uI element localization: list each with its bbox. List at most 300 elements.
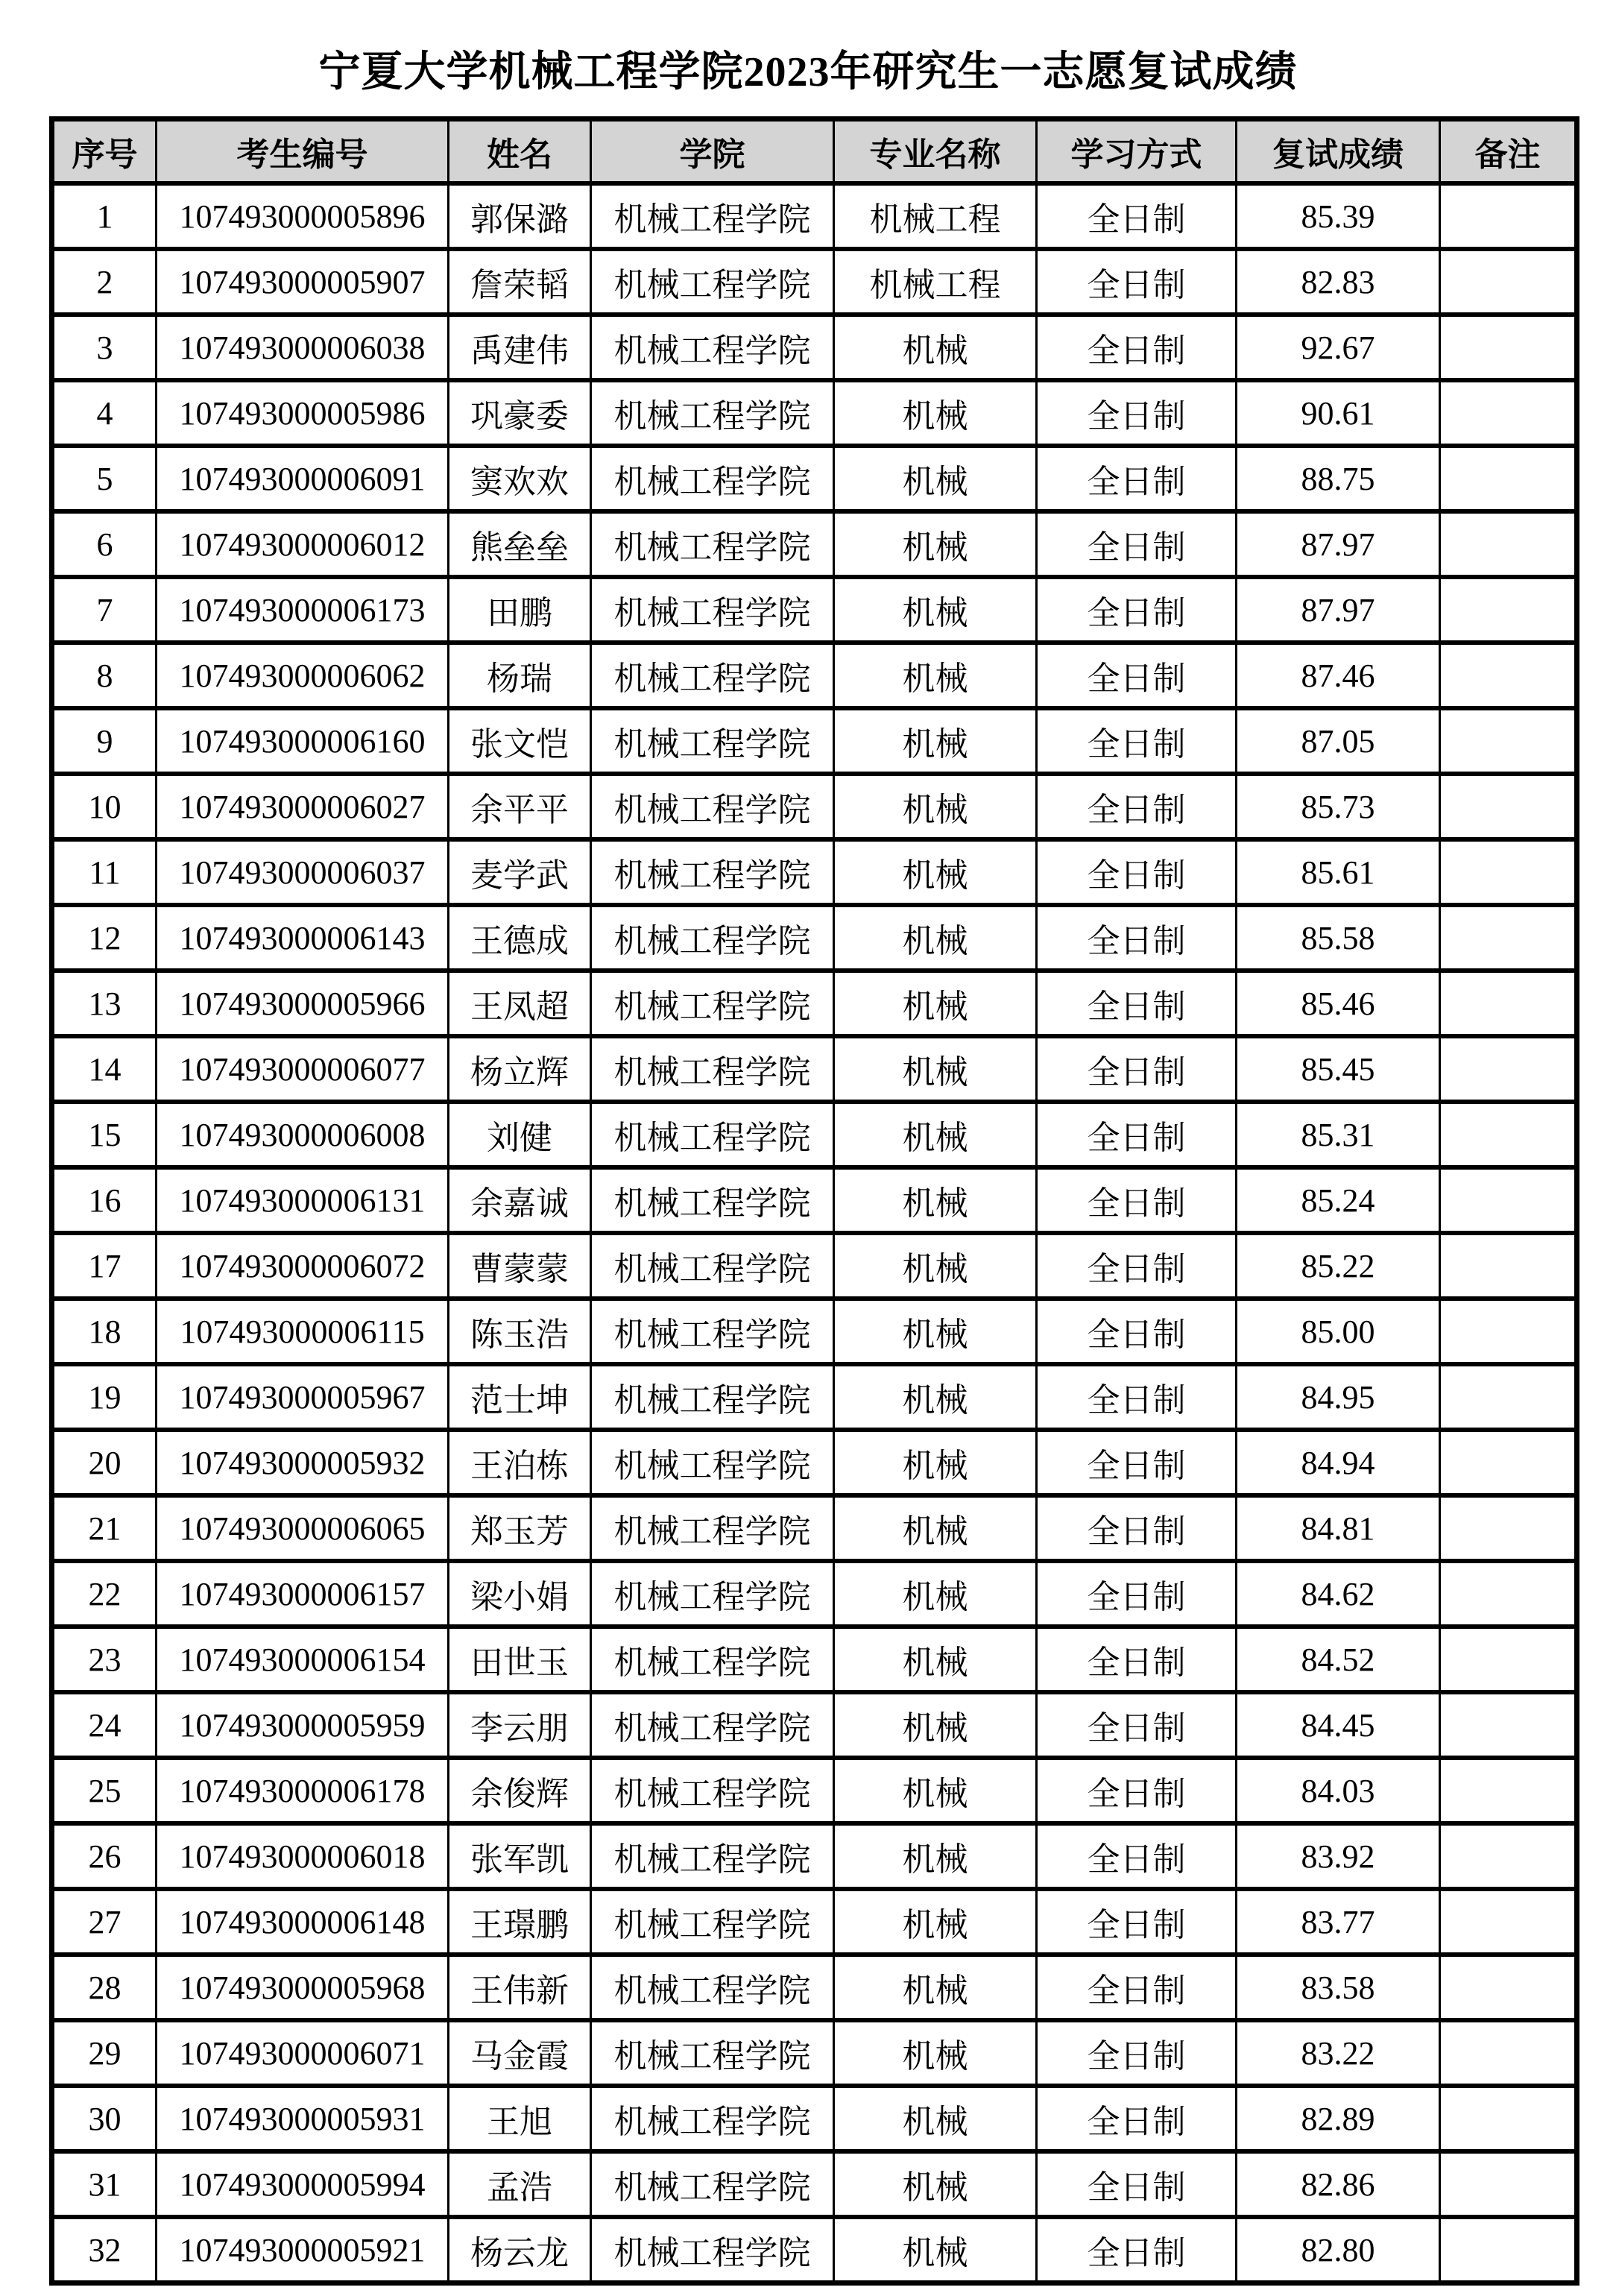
cell-college: 机械工程学院: [591, 643, 834, 708]
cell-score: 85.22: [1237, 1233, 1440, 1299]
cell-note: [1440, 511, 1577, 577]
column-header-4: 专业名称: [834, 119, 1037, 184]
cell-major: 机械工程: [834, 183, 1037, 249]
cell-name: 王旭: [449, 2086, 591, 2151]
cell-note: [1440, 905, 1577, 971]
table-row: [52, 839, 1577, 905]
table-body: [52, 183, 1577, 2283]
cell-major: 机械: [834, 1495, 1037, 1561]
cell-id: 107493000006131: [157, 1167, 449, 1233]
cell-note: [1440, 1758, 1577, 1823]
cell-name: 余嘉诚: [449, 1167, 591, 1233]
cell-name: 巩豪委: [449, 380, 591, 446]
table-row: [52, 446, 1577, 511]
column-header-0: 序号: [52, 119, 157, 184]
cell-no: 1: [52, 183, 157, 249]
cell-college: 机械工程学院: [591, 1430, 834, 1495]
table-row: [52, 1364, 1577, 1430]
cell-mode: 全日制: [1037, 1102, 1237, 1167]
cell-mode: 全日制: [1037, 446, 1237, 511]
cell-id: 107493000006012: [157, 511, 449, 577]
cell-no: 9: [52, 708, 157, 774]
table-row: [52, 1627, 1577, 1692]
cell-score: 84.45: [1237, 1692, 1440, 1758]
cell-major: 机械: [834, 905, 1037, 971]
table-row: [52, 905, 1577, 971]
cell-major: 机械工程: [834, 249, 1037, 315]
cell-major: 机械: [834, 1036, 1037, 1102]
cell-major: 机械: [834, 1561, 1037, 1627]
cell-mode: 全日制: [1037, 1430, 1237, 1495]
cell-score: 82.86: [1237, 2151, 1440, 2217]
cell-no: 23: [52, 1627, 157, 1692]
table-row: [52, 2217, 1577, 2283]
cell-mode: 全日制: [1037, 249, 1237, 315]
cell-score: 92.67: [1237, 315, 1440, 380]
cell-college: 机械工程学院: [591, 1955, 834, 2020]
cell-mode: 全日制: [1037, 839, 1237, 905]
cell-major: 机械: [834, 839, 1037, 905]
table-row: [52, 1823, 1577, 1889]
cell-note: [1440, 1561, 1577, 1627]
table-row: [52, 2020, 1577, 2086]
cell-score: 85.39: [1237, 183, 1440, 249]
cell-college: 机械工程学院: [591, 1758, 834, 1823]
table-row: [52, 971, 1577, 1036]
cell-mode: 全日制: [1037, 1233, 1237, 1299]
cell-name: 田鹏: [449, 577, 591, 643]
cell-name: 田世玉: [449, 1627, 591, 1692]
cell-no: 6: [52, 511, 157, 577]
cell-no: 12: [52, 905, 157, 971]
cell-score: 84.81: [1237, 1495, 1440, 1561]
cell-score: 87.97: [1237, 511, 1440, 577]
cell-no: 8: [52, 643, 157, 708]
cell-major: 机械: [834, 577, 1037, 643]
cell-note: [1440, 1036, 1577, 1102]
cell-college: 机械工程学院: [591, 2020, 834, 2086]
cell-mode: 全日制: [1037, 577, 1237, 643]
cell-score: 85.45: [1237, 1036, 1440, 1102]
cell-no: 16: [52, 1167, 157, 1233]
cell-score: 83.58: [1237, 1955, 1440, 2020]
cell-score: 87.46: [1237, 643, 1440, 708]
column-header-5: 学习方式: [1037, 119, 1237, 184]
cell-college: 机械工程学院: [591, 2086, 834, 2151]
cell-id: 107493000005966: [157, 971, 449, 1036]
cell-no: 14: [52, 1036, 157, 1102]
table-row: [52, 708, 1577, 774]
cell-id: 107493000006008: [157, 1102, 449, 1167]
cell-note: [1440, 249, 1577, 315]
page-title: 宁夏大学机械工程学院2023年研究生一志愿复试成绩: [318, 49, 1298, 95]
cell-major: 机械: [834, 1233, 1037, 1299]
cell-major: 机械: [834, 1627, 1037, 1692]
cell-college: 机械工程学院: [591, 2151, 834, 2217]
cell-mode: 全日制: [1037, 1889, 1237, 1955]
cell-id: 107493000006178: [157, 1758, 449, 1823]
cell-note: [1440, 1364, 1577, 1430]
cell-score: 85.61: [1237, 839, 1440, 905]
cell-id: 107493000006115: [157, 1299, 449, 1364]
cell-college: 机械工程学院: [591, 971, 834, 1036]
cell-no: 2: [52, 249, 157, 315]
cell-id: 107493000006065: [157, 1495, 449, 1561]
cell-score: 85.73: [1237, 774, 1440, 839]
cell-no: 21: [52, 1495, 157, 1561]
cell-college: 机械工程学院: [591, 1299, 834, 1364]
cell-major: 机械: [834, 708, 1037, 774]
table-row: [52, 1495, 1577, 1561]
cell-major: 机械: [834, 380, 1037, 446]
column-header-1: 考生编号: [157, 119, 449, 184]
cell-no: 26: [52, 1823, 157, 1889]
cell-major: 机械: [834, 1430, 1037, 1495]
cell-mode: 全日制: [1037, 1036, 1237, 1102]
cell-college: 机械工程学院: [591, 577, 834, 643]
cell-major: 机械: [834, 446, 1037, 511]
cell-no: 25: [52, 1758, 157, 1823]
cell-mode: 全日制: [1037, 1364, 1237, 1430]
cell-name: 孟浩: [449, 2151, 591, 2217]
cell-college: 机械工程学院: [591, 249, 834, 315]
cell-no: 15: [52, 1102, 157, 1167]
cell-name: 王德成: [449, 905, 591, 971]
cell-name: 杨瑞: [449, 643, 591, 708]
cell-name: 熊垒垒: [449, 511, 591, 577]
cell-major: 机械: [834, 315, 1037, 380]
cell-mode: 全日制: [1037, 511, 1237, 577]
table-row: [52, 643, 1577, 708]
cell-college: 机械工程学院: [591, 511, 834, 577]
cell-name: 王璟鹏: [449, 1889, 591, 1955]
cell-note: [1440, 708, 1577, 774]
cell-id: 107493000006037: [157, 839, 449, 905]
cell-name: 马金霞: [449, 2020, 591, 2086]
table-row: [52, 1167, 1577, 1233]
table-row: [52, 1955, 1577, 2020]
column-header-6: 复试成绩: [1237, 119, 1440, 184]
cell-major: 机械: [834, 2086, 1037, 2151]
cell-note: [1440, 446, 1577, 511]
table-row: [52, 183, 1577, 249]
cell-score: 83.77: [1237, 1889, 1440, 1955]
cell-note: [1440, 380, 1577, 446]
cell-note: [1440, 1823, 1577, 1889]
cell-note: [1440, 1495, 1577, 1561]
cell-id: 107493000006072: [157, 1233, 449, 1299]
cell-major: 机械: [834, 1823, 1037, 1889]
cell-score: 85.24: [1237, 1167, 1440, 1233]
cell-no: 32: [52, 2217, 157, 2283]
cell-score: 82.80: [1237, 2217, 1440, 2283]
cell-score: 84.62: [1237, 1561, 1440, 1627]
cell-major: 机械: [834, 1758, 1037, 1823]
table-row: [52, 1430, 1577, 1495]
cell-no: 20: [52, 1430, 157, 1495]
cell-college: 机械工程学院: [591, 1823, 834, 1889]
column-header-7: 备注: [1440, 119, 1577, 184]
cell-name: 陈玉浩: [449, 1299, 591, 1364]
cell-score: 84.95: [1237, 1364, 1440, 1430]
cell-major: 机械: [834, 1889, 1037, 1955]
table-row: [52, 774, 1577, 839]
cell-name: 杨云龙: [449, 2217, 591, 2283]
cell-score: 85.00: [1237, 1299, 1440, 1364]
cell-id: 107493000006157: [157, 1561, 449, 1627]
cell-id: 107493000006071: [157, 2020, 449, 2086]
cell-no: 19: [52, 1364, 157, 1430]
cell-id: 107493000005994: [157, 2151, 449, 2217]
cell-mode: 全日制: [1037, 1495, 1237, 1561]
cell-note: [1440, 1102, 1577, 1167]
cell-id: 107493000005986: [157, 380, 449, 446]
cell-note: [1440, 839, 1577, 905]
cell-note: [1440, 1627, 1577, 1692]
cell-mode: 全日制: [1037, 1823, 1237, 1889]
cell-major: 机械: [834, 1955, 1037, 2020]
cell-note: [1440, 643, 1577, 708]
cell-name: 张文恺: [449, 708, 591, 774]
cell-mode: 全日制: [1037, 1758, 1237, 1823]
cell-no: 18: [52, 1299, 157, 1364]
cell-score: 90.61: [1237, 380, 1440, 446]
cell-score: 85.46: [1237, 971, 1440, 1036]
cell-mode: 全日制: [1037, 1692, 1237, 1758]
cell-mode: 全日制: [1037, 643, 1237, 708]
cell-name: 王泊栋: [449, 1430, 591, 1495]
table-row: [52, 1561, 1577, 1627]
table-row: [52, 1233, 1577, 1299]
cell-id: 107493000005968: [157, 1955, 449, 2020]
cell-mode: 全日制: [1037, 905, 1237, 971]
cell-mode: 全日制: [1037, 2020, 1237, 2086]
cell-id: 107493000006173: [157, 577, 449, 643]
cell-major: 机械: [834, 2020, 1037, 2086]
cell-college: 机械工程学院: [591, 905, 834, 971]
cell-major: 机械: [834, 1364, 1037, 1430]
cell-college: 机械工程学院: [591, 380, 834, 446]
cell-id: 107493000005931: [157, 2086, 449, 2151]
cell-name: 张军凯: [449, 1823, 591, 1889]
cell-name: 刘健: [449, 1102, 591, 1167]
cell-note: [1440, 774, 1577, 839]
cell-id: 107493000006160: [157, 708, 449, 774]
cell-score: 82.89: [1237, 2086, 1440, 2151]
cell-major: 机械: [834, 1102, 1037, 1167]
cell-name: 禹建伟: [449, 315, 591, 380]
cell-score: 84.52: [1237, 1627, 1440, 1692]
score-table: [49, 116, 1579, 2286]
cell-mode: 全日制: [1037, 1167, 1237, 1233]
cell-no: 5: [52, 446, 157, 511]
cell-major: 机械: [834, 774, 1037, 839]
cell-mode: 全日制: [1037, 2086, 1237, 2151]
table-row: [52, 1102, 1577, 1167]
table-row: [52, 511, 1577, 577]
cell-id: 107493000006154: [157, 1627, 449, 1692]
cell-major: 机械: [834, 971, 1037, 1036]
cell-no: 27: [52, 1889, 157, 1955]
cell-mode: 全日制: [1037, 1955, 1237, 2020]
cell-id: 107493000006062: [157, 643, 449, 708]
cell-id: 107493000005907: [157, 249, 449, 315]
cell-id: 107493000006148: [157, 1889, 449, 1955]
cell-college: 机械工程学院: [591, 1561, 834, 1627]
cell-college: 机械工程学院: [591, 1889, 834, 1955]
cell-mode: 全日制: [1037, 2217, 1237, 2283]
table-row: [52, 1758, 1577, 1823]
cell-score: 83.92: [1237, 1823, 1440, 1889]
cell-name: 曹蒙蒙: [449, 1233, 591, 1299]
cell-college: 机械工程学院: [591, 1364, 834, 1430]
cell-id: 107493000005921: [157, 2217, 449, 2283]
cell-note: [1440, 1955, 1577, 2020]
column-header-3: 学院: [591, 119, 834, 184]
cell-name: 王伟新: [449, 1955, 591, 2020]
cell-note: [1440, 577, 1577, 643]
cell-college: 机械工程学院: [591, 1233, 834, 1299]
cell-major: 机械: [834, 1167, 1037, 1233]
cell-college: 机械工程学院: [591, 2217, 834, 2283]
cell-college: 机械工程学院: [591, 839, 834, 905]
cell-note: [1440, 315, 1577, 380]
cell-no: 28: [52, 1955, 157, 2020]
cell-mode: 全日制: [1037, 1561, 1237, 1627]
cell-college: 机械工程学院: [591, 183, 834, 249]
cell-major: 机械: [834, 511, 1037, 577]
cell-no: 31: [52, 2151, 157, 2217]
cell-mode: 全日制: [1037, 708, 1237, 774]
cell-name: 窦欢欢: [449, 446, 591, 511]
cell-note: [1440, 2151, 1577, 2217]
cell-major: 机械: [834, 1692, 1037, 1758]
cell-no: 22: [52, 1561, 157, 1627]
cell-name: 李云朋: [449, 1692, 591, 1758]
cell-college: 机械工程学院: [591, 1102, 834, 1167]
cell-score: 85.58: [1237, 905, 1440, 971]
cell-score: 82.83: [1237, 249, 1440, 315]
cell-no: 13: [52, 971, 157, 1036]
cell-score: 83.22: [1237, 2020, 1440, 2086]
cell-id: 107493000005896: [157, 183, 449, 249]
cell-college: 机械工程学院: [591, 1627, 834, 1692]
cell-mode: 全日制: [1037, 2151, 1237, 2217]
cell-id: 107493000005959: [157, 1692, 449, 1758]
cell-major: 机械: [834, 2217, 1037, 2283]
cell-id: 107493000005932: [157, 1430, 449, 1495]
cell-note: [1440, 2217, 1577, 2283]
cell-id: 107493000006091: [157, 446, 449, 511]
cell-name: 范士坤: [449, 1364, 591, 1430]
cell-id: 107493000006027: [157, 774, 449, 839]
cell-note: [1440, 971, 1577, 1036]
cell-name: 余平平: [449, 774, 591, 839]
cell-name: 郭保潞: [449, 183, 591, 249]
cell-score: 85.31: [1237, 1102, 1440, 1167]
cell-name: 麦学武: [449, 839, 591, 905]
cell-id: 107493000005967: [157, 1364, 449, 1430]
table-row: [52, 1299, 1577, 1364]
table-row: [52, 249, 1577, 315]
table-row: [52, 2151, 1577, 2217]
table-row: [52, 2086, 1577, 2151]
cell-score: 88.75: [1237, 446, 1440, 511]
table-row: [52, 315, 1577, 380]
cell-mode: 全日制: [1037, 315, 1237, 380]
column-header-2: 姓名: [449, 119, 591, 184]
table-row: [52, 1692, 1577, 1758]
cell-mode: 全日制: [1037, 1627, 1237, 1692]
cell-id: 107493000006077: [157, 1036, 449, 1102]
cell-major: 机械: [834, 1299, 1037, 1364]
cell-note: [1440, 1167, 1577, 1233]
cell-id: 107493000006038: [157, 315, 449, 380]
table-row: [52, 1889, 1577, 1955]
cell-name: 郑玉芳: [449, 1495, 591, 1561]
cell-college: 机械工程学院: [591, 315, 834, 380]
cell-mode: 全日制: [1037, 183, 1237, 249]
cell-no: 4: [52, 380, 157, 446]
cell-id: 107493000006143: [157, 905, 449, 971]
cell-mode: 全日制: [1037, 971, 1237, 1036]
cell-name: 杨立辉: [449, 1036, 591, 1102]
cell-mode: 全日制: [1037, 1299, 1237, 1364]
cell-name: 梁小娟: [449, 1561, 591, 1627]
cell-note: [1440, 1299, 1577, 1364]
cell-note: [1440, 1692, 1577, 1758]
cell-major: 机械: [834, 643, 1037, 708]
cell-college: 机械工程学院: [591, 708, 834, 774]
table-row: [52, 380, 1577, 446]
cell-name: 詹荣韬: [449, 249, 591, 315]
cell-major: 机械: [834, 2151, 1037, 2217]
cell-college: 机械工程学院: [591, 1495, 834, 1561]
cell-college: 机械工程学院: [591, 446, 834, 511]
cell-no: 10: [52, 774, 157, 839]
cell-note: [1440, 2086, 1577, 2151]
cell-id: 107493000006018: [157, 1823, 449, 1889]
cell-college: 机械工程学院: [591, 1036, 834, 1102]
cell-note: [1440, 1430, 1577, 1495]
cell-no: 11: [52, 839, 157, 905]
cell-college: 机械工程学院: [591, 1167, 834, 1233]
cell-note: [1440, 1889, 1577, 1955]
cell-score: 84.03: [1237, 1758, 1440, 1823]
cell-no: 24: [52, 1692, 157, 1758]
cell-no: 3: [52, 315, 157, 380]
cell-score: 87.05: [1237, 708, 1440, 774]
cell-name: 王凤超: [449, 971, 591, 1036]
cell-note: [1440, 1233, 1577, 1299]
cell-college: 机械工程学院: [591, 1692, 834, 1758]
cell-mode: 全日制: [1037, 774, 1237, 839]
cell-score: 87.97: [1237, 577, 1440, 643]
cell-note: [1440, 183, 1577, 249]
cell-no: 17: [52, 1233, 157, 1299]
cell-name: 余俊辉: [449, 1758, 591, 1823]
header-row: [52, 119, 1577, 184]
cell-note: [1440, 2020, 1577, 2086]
cell-mode: 全日制: [1037, 380, 1237, 446]
cell-no: 29: [52, 2020, 157, 2086]
cell-college: 机械工程学院: [591, 774, 834, 839]
table-row: [52, 1036, 1577, 1102]
cell-no: 7: [52, 577, 157, 643]
cell-score: 84.94: [1237, 1430, 1440, 1495]
table-row: [52, 577, 1577, 643]
cell-no: 30: [52, 2086, 157, 2151]
